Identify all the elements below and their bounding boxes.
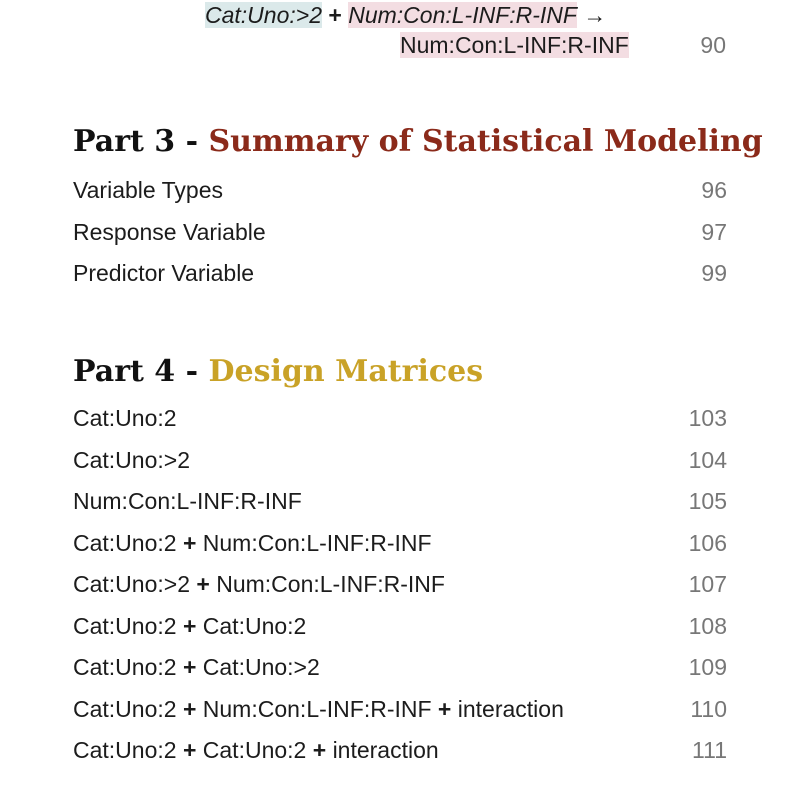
toc-entry-page: 97 [701, 218, 727, 245]
toc-entry-label [73, 481, 302, 523]
toc-entry-label: Response Variable [73, 218, 266, 245]
term: Cat:Uno:2 [202, 612, 307, 639]
plus-operator: + [437, 695, 452, 722]
term: Cat:Uno:2 [73, 405, 177, 431]
toc-entry-label [73, 398, 177, 440]
toc-entry[interactable] [73, 564, 727, 606]
fragment-page-number: 90 [700, 32, 726, 58]
term: Cat:Uno:2 [73, 612, 177, 639]
plus-operator: + [312, 737, 327, 763]
toc-entry[interactable] [73, 606, 727, 648]
part-3-title: Summary of Statistical Modeling [208, 124, 763, 159]
plus-operator: + [182, 529, 197, 556]
term: interaction [332, 737, 439, 763]
part-3-prefix: Part 3 - [73, 124, 209, 159]
term: Num:Con:L-INF:R-INF [202, 529, 432, 556]
plus-operator: + [182, 654, 197, 680]
toc-entry-page: 105 [688, 488, 727, 514]
toc-entry-page: 111 [692, 737, 727, 763]
toc-entry[interactable] [73, 481, 727, 523]
toc-entry-page: 109 [688, 654, 727, 680]
toc-entry[interactable] [73, 170, 727, 212]
fragment-term-numeric: Num:Con:L-INF:R-INF [348, 2, 577, 28]
toc-entry[interactable] [73, 212, 727, 254]
toc-entry-label [73, 564, 445, 606]
term: Cat:Uno:>2 [73, 571, 190, 597]
term: Cat:Uno:2 [202, 737, 307, 763]
toc-entry[interactable] [73, 523, 727, 565]
part-4-prefix: Part 4 - [73, 354, 209, 389]
toc-entry[interactable] [73, 253, 727, 295]
term: Cat:Uno:2 [73, 695, 177, 722]
toc-entry-label [73, 689, 564, 731]
fragment-term-categorical: Cat:Uno:>2 [205, 2, 322, 28]
toc-entry[interactable] [73, 398, 727, 440]
term: Num:Con:L-INF:R-INF [216, 571, 445, 597]
toc-entry-page: 108 [688, 612, 727, 639]
toc-entry[interactable] [73, 647, 727, 689]
term: Cat:Uno:2 [73, 654, 177, 680]
term: Num:Con:L-INF:R-INF [202, 695, 432, 722]
toc-entry-page: 103 [688, 405, 727, 431]
toc-entry-page: 99 [701, 260, 727, 286]
toc-entry-page: 104 [688, 446, 727, 473]
previous-entry-fragment [0, 0, 800, 60]
toc-entry[interactable] [73, 730, 727, 772]
part-4-heading [73, 354, 483, 390]
term: Num:Con:L-INF:R-INF [73, 488, 302, 514]
fragment-line-2 [400, 31, 629, 59]
fragment-plus: + [328, 2, 342, 28]
part-3-entries [73, 170, 727, 295]
toc-entry-label [73, 606, 306, 648]
fragment-line-1 [205, 1, 606, 29]
toc-entry[interactable] [73, 440, 727, 482]
toc-entry[interactable] [73, 689, 727, 731]
term: Cat:Uno:2 [73, 529, 177, 556]
term: Cat:Uno:2 [73, 737, 177, 763]
term: Cat:Uno:>2 [202, 654, 320, 680]
toc-entry-page: 107 [688, 571, 727, 597]
toc-entry-label [73, 647, 320, 689]
term: Cat:Uno:>2 [73, 446, 190, 473]
toc-entry-label: Variable Types [73, 177, 224, 203]
toc-entry-label [73, 440, 190, 482]
part-3-heading [73, 124, 763, 160]
toc-entry-page: 96 [701, 177, 727, 203]
part-4-entries [73, 398, 727, 772]
toc-entry-label: Predictor Variable [73, 260, 255, 286]
plus-operator: + [196, 571, 210, 597]
part-4-title: Design Matrices [208, 354, 484, 389]
toc-entry-page: 106 [688, 529, 727, 556]
fragment-result-term: Num:Con:L-INF:R-INF [400, 32, 629, 58]
toc-entry-page: 110 [690, 695, 727, 722]
plus-operator: + [182, 737, 197, 763]
fragment-arrow: → [583, 2, 607, 28]
plus-operator: + [182, 695, 197, 722]
toc-entry-label [73, 523, 432, 565]
plus-operator: + [182, 612, 197, 639]
term: interaction [457, 695, 564, 722]
toc-entry-label [73, 730, 439, 772]
